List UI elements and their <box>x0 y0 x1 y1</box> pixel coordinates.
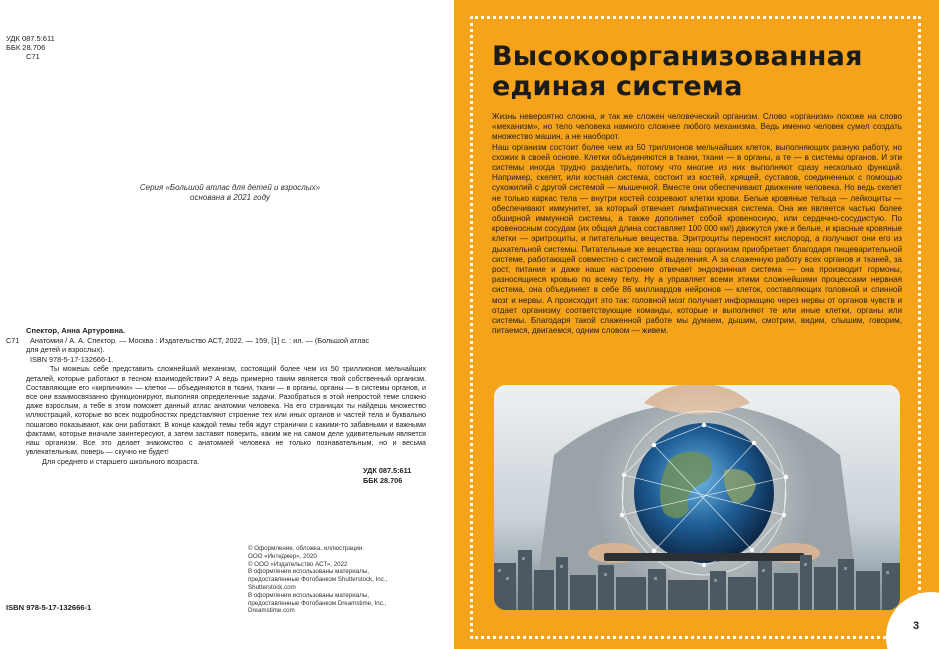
age-rating: Для среднего и старшего школьного возраста. <box>42 457 200 467</box>
title-line: Высокоорганизованная <box>492 41 863 72</box>
isbn-bottom: ISBN 978-5-17-132666-1 <box>6 603 92 612</box>
page-title <box>492 42 912 102</box>
isbn-inline: ISBN 978-5-17-132666-1. <box>30 354 114 364</box>
copyright-block <box>248 545 438 615</box>
annotation-line: тебя ждут странички с какими-то забавными и важными фактами, которые вначале заинтересуют, а затем <box>26 420 426 438</box>
right-page <box>454 0 939 649</box>
copyright-line: ООО «Интеджер», 2020 <box>248 552 317 560</box>
title-line: единая система <box>492 71 743 102</box>
series-line: основана в 2021 году <box>190 193 270 202</box>
author-name: Спектор, Анна Артуровна. <box>26 326 126 335</box>
copyright-line: В оформлении использованы материалы, <box>248 591 369 599</box>
annotation-line: заставят поверить, каким же на самом деле удивительным является наш организм. Все это делает знакомство <box>26 429 427 447</box>
biblio-line: Анатомия / А. А. Спектор. — Москва : Издательство АСТ, 2022. — 159, [1] с. : ил. — (Большой атлас <box>30 335 370 345</box>
annotation-line: Ты можешь себе представить сложнейший механизм, состоящий более чем из 50 триллионов мельчайших <box>50 365 426 374</box>
annotation-line: или иных органов и частей тела и буквально пошагово показывают, как они работают. В конце каждой темы <box>26 411 426 429</box>
globe-photo <box>494 385 900 610</box>
copyright-line: © ООО «Издательство АСТ», 2022 <box>248 560 348 568</box>
author-mark: С71 <box>26 52 40 61</box>
copyright-line: © Оформление, обложка, иллюстрации. <box>248 545 365 552</box>
left-page <box>0 0 454 649</box>
udc-top-line: УДК 087.5:611 <box>6 34 55 43</box>
annotation-line: в этой непростой теме сложно даже взрослым, а тебе в этом поможет данный атлас анатомии человека. На его <box>26 392 426 411</box>
annotation-line: страницах ты найдешь множество иллюстраций, которые во всех подробностях представляют строение тех <box>26 402 426 420</box>
copyright-line: предоставленные Фотобанком Shutterstock, Inc., <box>248 576 388 584</box>
udc-right-block <box>363 466 411 485</box>
copyright-line: Dreamstime.com <box>248 607 295 615</box>
globe-photo-illustration <box>494 385 900 610</box>
annotation-line: с анатомией человека не только познавательным, но и весьма увлекательным, поверь — скучно не будет! <box>26 439 426 457</box>
biblio-code: С71 <box>6 335 20 345</box>
biblio-line: для детей и взрослых). <box>26 345 105 355</box>
annotation <box>6 365 426 457</box>
bibliographic-record <box>6 326 426 467</box>
body-paragraph: Наш организм состоит более чем из 50 триллионов мельчайших клеток, выполняющих разную работу, но схожих в своей основе. Клетки объединяются в ткани, ткани — в органы, а те — в системы органов. И эти системы иногда трудно разделить, потому что многие из них выполняют сразу несколько функций. Например, скелет, или костная система, состоит из костей, хрящей, суставов, соединенных с помощью сухожилий с другой системой — мышечной. Вместе они обеспечивают движение человека. Но ведь скелет не только каркас тела — внутри костей созревают клетки крови. Белые кровяные тельца — лейкоциты — обеспечивают иммунитет, за который отвечает лимфатическая система. Она же является частью более обширной иммунной системы, а также дополняет собой кровеносную, или сердечно-сосудистую. По кровеносным сосудам (их общая длина составляет 100 000 км!) движутся уже и белые, и красные кровяные клетки — эритроциты, и питательные вещества. Эритроциты переносят кислород, а получают они его из дыхательной системы. Питательные же вещества наш организм приобретает благодаря пищеварительной системе, работающей совместно с системой выделения. А за слаженную работу всех органов и тканей, за рост, питание и даже наше настроение отвечает эндокринная система — она производит гормоны, разносящиеся кровью по всему телу. Ну а управляет всеми этими сложнейшими процессами нервная система, она объединяет в себе 86 миллиардов нейронов — клеток, составляющих головной и спинной мозг и нервы. А происходит это так: головной мозг получает информацию через нервы от органов чувств и отдает организму соответствующие команды, которые и выполняют те или иные клетки, органы или системы. Благодаря такой слаженной работе мы думаем, дышим, смотрим, видим, слышим, говорим, питаемся, двигаемся, одним словом — живем. <box>492 142 902 336</box>
page-number: 3 <box>913 620 920 632</box>
biblio-row <box>6 336 426 346</box>
series-line: Серия «Большой атлас для детей и взрослых» <box>139 183 321 192</box>
annotation-line: в системы органов, и все они взаимосвязанно функционируют, выполняя определенные задачи. Разобраться <box>26 383 426 401</box>
udc-top-block <box>6 34 55 61</box>
annotation-line: организм. Составляющие его «кирпичики» — клетки — объединяются в ткани, ткани — в органы, органы — <box>26 374 426 392</box>
bbk-right-line: ББК 28.706 <box>363 475 403 485</box>
series-note <box>40 183 420 203</box>
body-text <box>492 112 902 336</box>
copyright-line: В оформлении использованы материалы, <box>248 568 369 576</box>
body-paragraph: Жизнь невероятно сложна, и так же сложен человеческий организм. Слово «организм» похоже на слово «механизм», но тело человека намного сложнее любого механизма. Ведь именно человек сумел создать множество машин, а не наоборот. <box>492 112 902 142</box>
bbk-top-line: ББК 28.706 <box>6 43 46 52</box>
copyright-line: Shutterstock.com <box>248 583 296 591</box>
udc-right-line: УДК 087.5:611 <box>363 466 412 475</box>
copyright-line: предоставленные Фотобанком Dreamstime, Inc., <box>248 599 387 607</box>
annotation-line: деталей, которые работают в тесном взаимодействии? А ведь примерно таким является твой собственный <box>26 374 394 383</box>
